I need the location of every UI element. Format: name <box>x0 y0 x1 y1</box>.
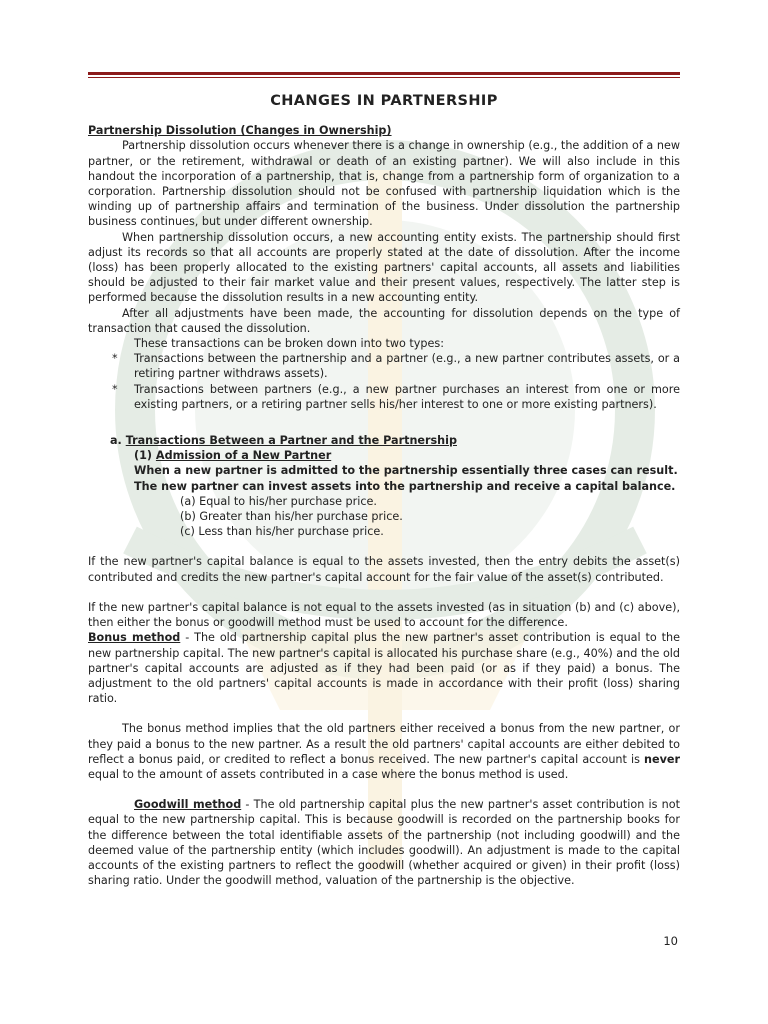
case-c: (c) Less than his/her purchase price. <box>180 525 384 539</box>
bullet-mark: * <box>112 382 118 396</box>
list-item <box>88 351 680 381</box>
list-item <box>88 382 680 412</box>
page-title: CHANGES IN PARTNERSHIP <box>270 93 498 109</box>
subsection-heading-admission <box>88 448 680 463</box>
page-content <box>88 92 680 888</box>
paragraph-goodwill-method <box>88 797 680 888</box>
paragraph-capital-not-equal: If the new partner's capital balance is not equal to the assets invested (as in situation (b) and (c) above), then either the bonus or goodwill method must be used to account for the difference. <box>88 600 680 630</box>
bonus-implication-text-b: equal to the amount of assets contributed in a case where the bonus method is used. <box>88 767 569 781</box>
paragraph-dissolution-2: When partnership dissolution occurs, a new accounting entity exists. The partnership should first adjust its records so that all accounts are properly stated at the date of dissolution. After the income (loss) has been properly allocated to the existing partners' capital accounts, all assets and liabilities should be adjusted to their fair market value and their present values, respectively. The latter step is performed because the dissolution results in a new accounting entity. <box>88 230 680 305</box>
bonus-method-text: - The old partnership capital plus the new partner's asset contribution is equal to the new partnership capital. The new partner's capital is allocated his purchase share (e.g., 40%) and the old partner's capital accounts are adjusted as if they had been paid (or as if they paid) a bonus. The adjustment to the old partners' capital accounts is made in accordance with their profit (loss) sharing ratio. <box>88 631 681 706</box>
header-rule-top <box>88 72 680 75</box>
paragraph-capital-equal: If the new partner's capital balance is equal to the assets invested, then the entry debits the asset(s) contributed and credits the new partner's capital account for the fair value of the asset(s) contributed. <box>88 555 680 584</box>
case-b: (b) Greater than his/her purchase price. <box>180 510 403 524</box>
subsection-title: Admission of a New Partner <box>155 449 332 463</box>
goodwill-method-heading: Goodwill method <box>134 798 242 812</box>
section-heading-dissolution: Partnership Dissolution (Changes in Ownership) <box>88 124 392 138</box>
case-a: (a) Equal to his/her purchase price. <box>180 494 377 508</box>
bullet-text-1: Transactions between the partnership and a partner (e.g., a new partner contributes assets, or a retiring partner withdraws assets). <box>134 352 680 381</box>
bonus-implication-text-a: The bonus method implies that the old partners either received a bonus from the new partner, or they paid a bonus to the new partner. As a result the old partners' capital accounts are either debited to reflect a bonus paid, or credited to reflect a bonus received. The new partner's capital account is <box>88 722 680 766</box>
bonus-method-heading: Bonus method <box>88 631 181 645</box>
bullet-text-2: Transactions between partners (e.g., a new partner purchases an interest from one or more existing partners, or a retiring partner sells his/her interest to one or more existing partners). <box>134 382 680 411</box>
section-a-prefix: a. <box>110 434 126 448</box>
bold-statement-2: The new partner can invest assets into the partnership and receive a capital balance. <box>134 479 676 493</box>
paragraph-bonus-implication <box>88 721 680 782</box>
section-a-title: Transactions Between a Partner and the Partnership <box>125 434 457 448</box>
section-heading-a <box>88 433 680 448</box>
transaction-types-intro: These transactions can be broken down into two types: <box>134 337 445 351</box>
bonus-never-emphasis: never <box>644 752 680 766</box>
header-rule-bottom <box>88 77 680 78</box>
paragraph-bonus-method <box>88 630 680 706</box>
paragraph-dissolution-1: Partnership dissolution occurs whenever there is a change in ownership (e.g., the addition of a new partner, or the retirement, withdrawal or death of an existing partner). We will also include in this handout the incorporation of a partnership, that is, change from a partnership form of organization to a corporation. Partnership dissolution should not be confused with partnership liquidation which is the winding up of partnership affairs and termination of the business. Under dissolution the partnership business continues, but under different ownership. <box>88 139 680 229</box>
paragraph-dissolution-3: After all adjustments have been made, the accounting for dissolution depends on the type of transaction that caused the dissolution. <box>88 306 680 335</box>
goodwill-method-text: - The old partnership capital plus the new partner's asset contribution is not equal to the new partnership capital. This is because goodwill is recorded on the partnership books for the difference between the total identifiable assets of the partnership (not including goodwill) and the deemed value of the partnership entity (which includes goodwill). An adjustment is made to the capital accounts of the existing partners to reflect the goodwill (whether acquired or given) in their profit (loss) sharing ratio. Under the goodwill method, valuation of the partnership is the objective. <box>88 798 680 888</box>
subsection-prefix: (1) <box>134 449 156 463</box>
bold-statement-1: When a new partner is admitted to the partnership essentially three cases can result. <box>134 464 678 478</box>
page-number: 10 <box>663 934 678 948</box>
bullet-mark: * <box>112 352 118 366</box>
